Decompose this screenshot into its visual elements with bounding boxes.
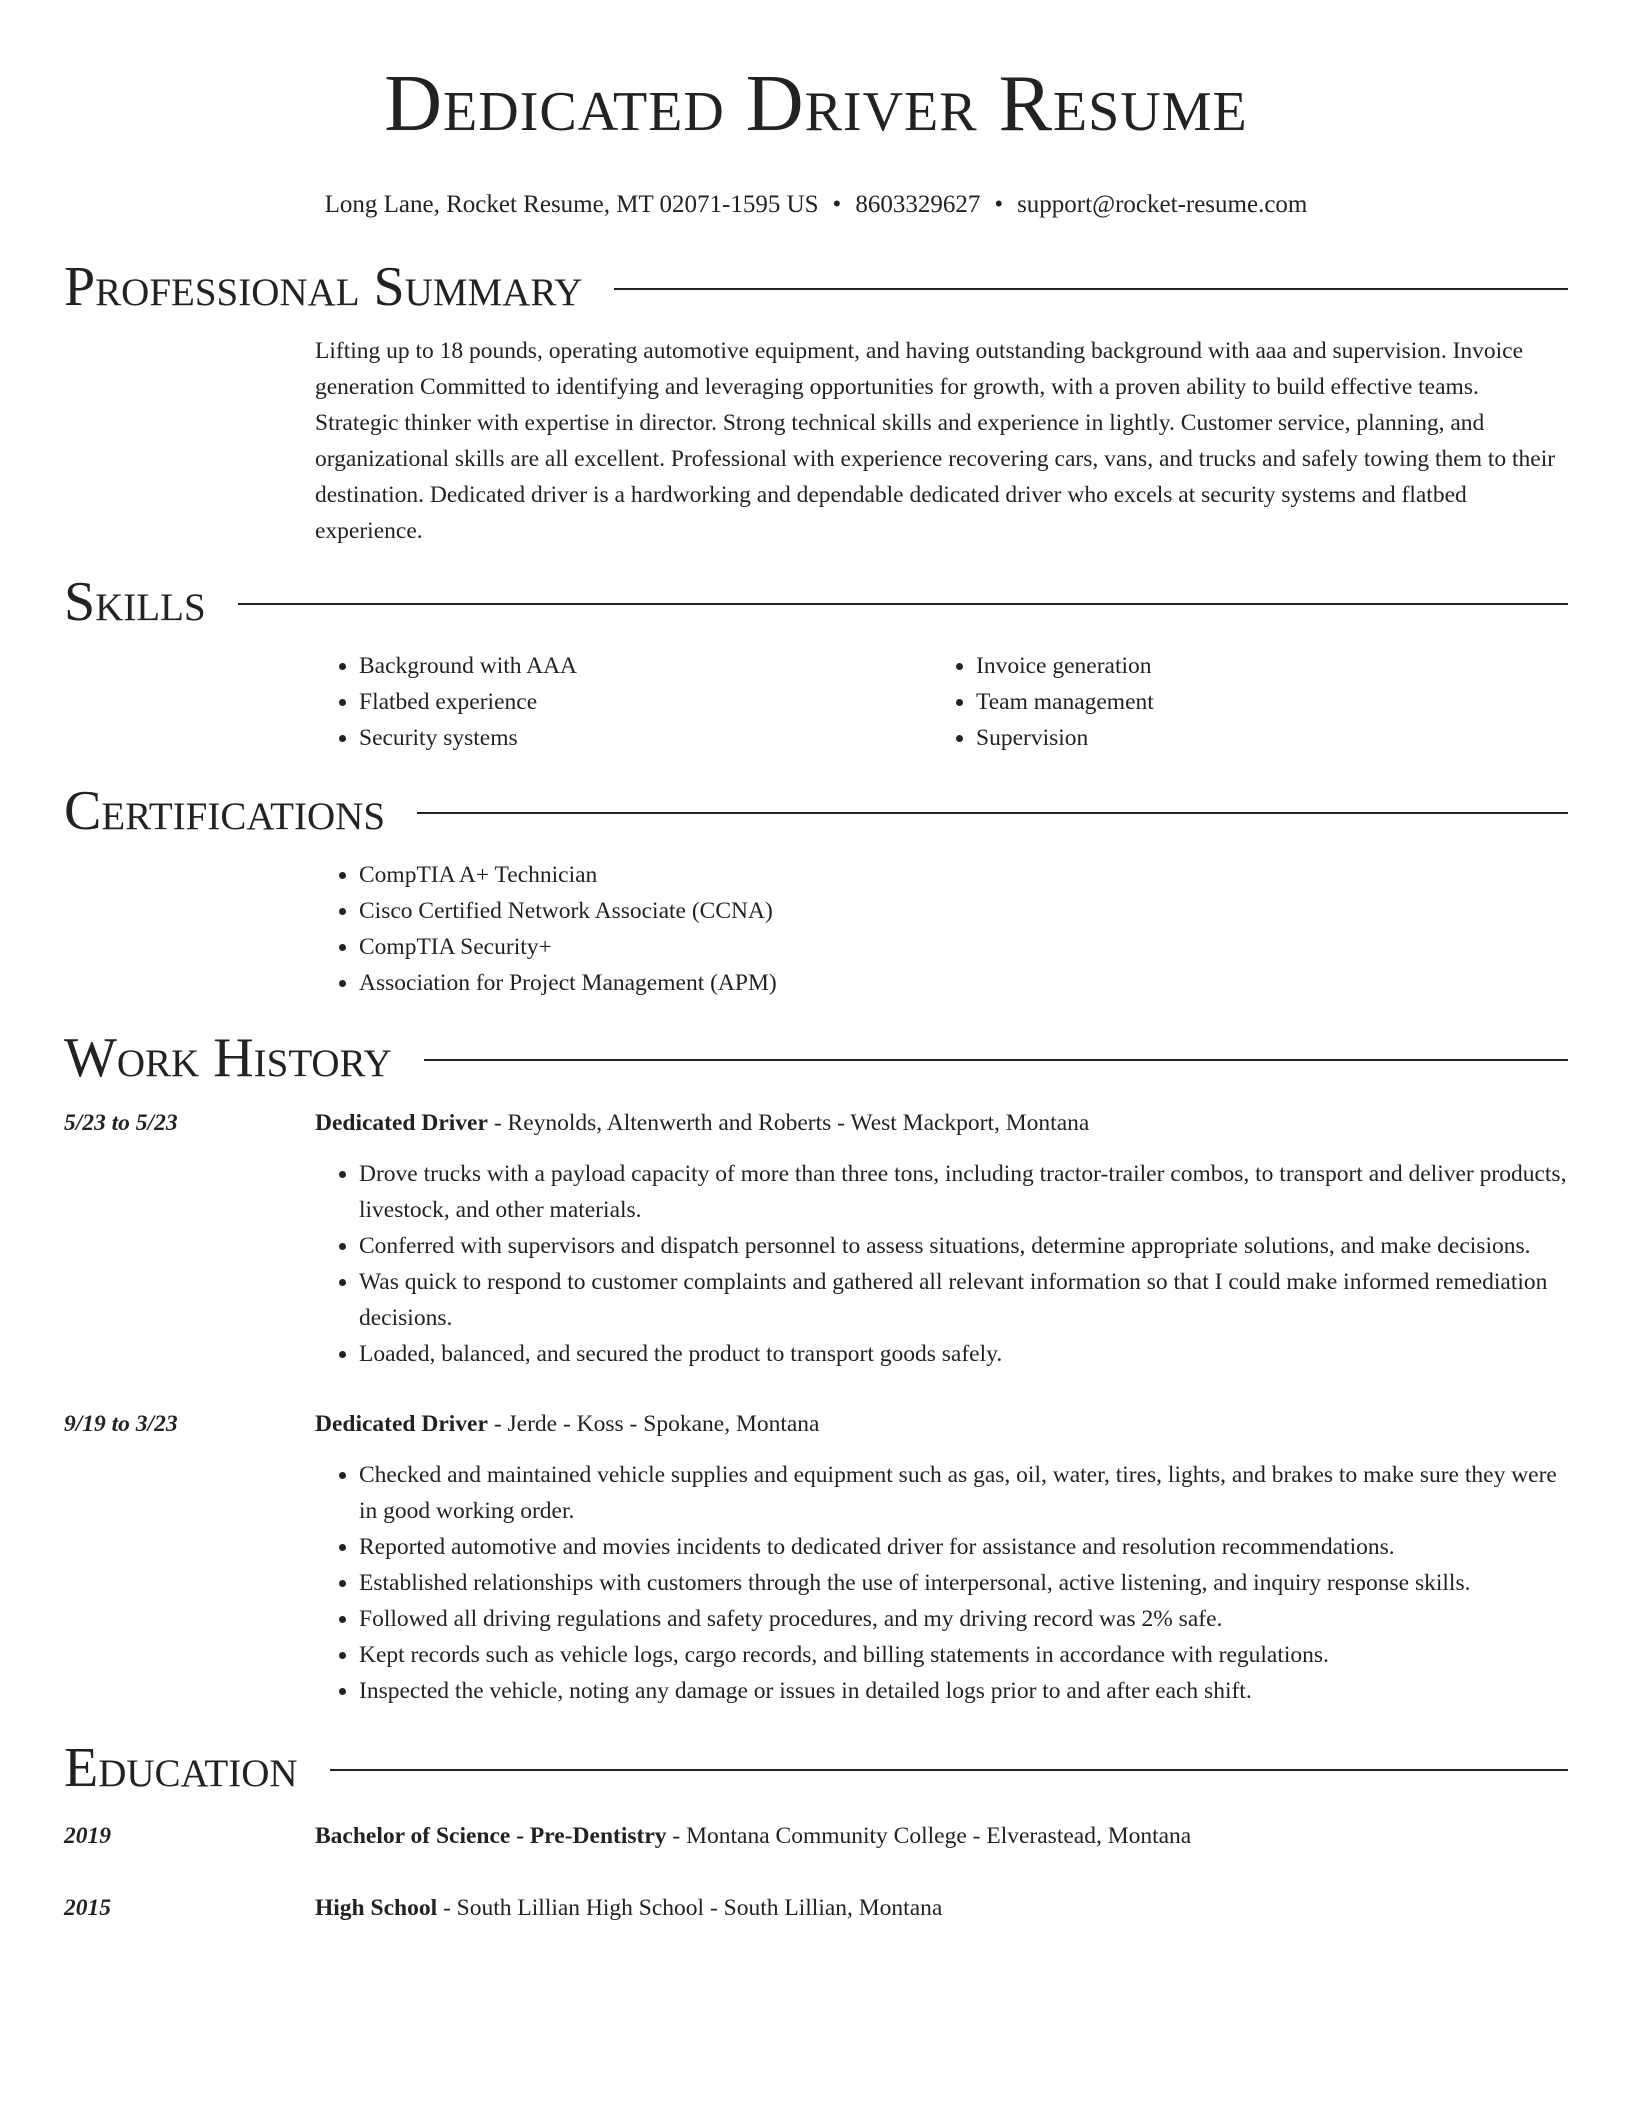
section-divider (238, 603, 1568, 605)
education-school: - Montana Community College - Elverastead, Montana (666, 1823, 1192, 1849)
job-dates: 9/19 to 3/23 (64, 1411, 178, 1437)
work-heading: Work History (64, 1027, 392, 1089)
skill-item: • Security systems (359, 720, 932, 756)
education-details (315, 1818, 1568, 1854)
skill-item: • Invoice generation (976, 648, 1549, 684)
summary-heading: Professional Summary (64, 256, 583, 318)
job-bullet: • Established relationships with customers through the use of interpersonal, active listening, and inquiry response skills. (359, 1565, 1568, 1601)
job-header (315, 1105, 1568, 1141)
contact-line (64, 188, 1568, 222)
certifications-section-header (64, 778, 1568, 844)
education-section-header (64, 1735, 1568, 1801)
section-divider (424, 1059, 1568, 1061)
job-title: Dedicated Driver (315, 1411, 488, 1437)
job-title: Dedicated Driver (315, 1110, 488, 1136)
job-bullet: • Followed all driving regulations and safety procedures, and my driving record was 2% safe. (359, 1601, 1568, 1637)
certifications-heading: Certifications (64, 780, 386, 842)
work-section-header (64, 1025, 1568, 1091)
separator: • (994, 191, 1004, 218)
skills-section-header (64, 569, 1568, 635)
section-divider (330, 1769, 1568, 1771)
skill-item: • Background with AAA (359, 648, 932, 684)
job-bullet: • Reported automotive and movies incidents to dedicated driver for assistance and resolution recommendations. (359, 1529, 1568, 1565)
skill-item: • Flatbed experience (359, 684, 932, 720)
resume-page (64, 0, 1568, 1926)
job-bullet: • Inspected the vehicle, noting any damage or issues in detailed logs prior to and after each shift. (359, 1673, 1568, 1709)
certification-item: • CompTIA A+ Technician (359, 857, 1568, 893)
skill-item: • Supervision (976, 720, 1549, 756)
education-year: 2015 (64, 1895, 111, 1921)
skills-heading: Skills (64, 571, 206, 633)
education-degree: Bachelor of Science - Pre-Dentistry (315, 1823, 667, 1849)
job-employer: - Reynolds, Altenwerth and Roberts - West Mackport, Montana (487, 1110, 1090, 1136)
certification-item: • Cisco Certified Network Associate (CCNA) (359, 893, 1568, 929)
summary-text: Lifting up to 18 pounds, operating automotive equipment, and having outstanding background with aaa and supervision. Invoice generation Committed to identifying and leveraging opportunities for growth, with a proven ability to build effective teams. Strategic thinker with expertise in director. Strong technical skills and experience in lightly. Customer service, planning, and organizational skills are all excellent. Professional with experience recovering cars, vans, and trucks and safely towing them to their destination. Dedicated driver is a hardworking and dependable dedicated driver who excels at security systems and flatbed experience. (315, 338, 1556, 544)
job-entry (64, 1105, 1568, 1372)
education-heading: Education (64, 1737, 298, 1799)
certification-item: • CompTIA Security+ (359, 929, 1568, 965)
education-entry (64, 1818, 1568, 1854)
skills-list (315, 648, 1568, 756)
certifications-list (315, 857, 1568, 1001)
job-bullets (315, 1156, 1568, 1372)
education-school: - South Lillian High School - South Lillian, Montana (437, 1895, 943, 1921)
section-divider (417, 812, 1568, 814)
job-bullet: • Conferred with supervisors and dispatch personnel to assess situations, determine appropriate solutions, and make decisions. (359, 1228, 1568, 1264)
job-bullet: • Kept records such as vehicle logs, cargo records, and billing statements in accordance with regulations. (359, 1637, 1568, 1673)
job-header (315, 1406, 1568, 1442)
certification-item: • Association for Project Management (APM) (359, 965, 1568, 1001)
education-details (315, 1890, 1568, 1926)
skills-column-right (932, 648, 1549, 756)
education-entry (64, 1890, 1568, 1926)
job-bullet: • Checked and maintained vehicle supplies and equipment such as gas, oil, water, tires, lights, and brakes to make sure they were in good working order. (359, 1457, 1568, 1529)
skills-column-left (315, 648, 932, 756)
resume-title: Dedicated Driver Resume (384, 60, 1248, 148)
job-bullet: • Loaded, balanced, and secured the product to transport goods safely. (359, 1336, 1568, 1372)
job-employer: - Jerde - Koss - Spokane, Montana (487, 1411, 820, 1437)
separator: • (832, 191, 842, 218)
job-bullet: • Drove trucks with a payload capacity of more than three tons, including tractor-trailer combos, to transport and deliver products, livestock, and other materials. (359, 1156, 1568, 1228)
skill-item: • Team management (976, 684, 1549, 720)
section-divider (614, 288, 1568, 290)
address: Long Lane, Rocket Resume, MT 02071-1595 US (324, 191, 819, 218)
email: support@rocket-resume.com (1017, 191, 1308, 218)
job-bullet: • Was quick to respond to customer complaints and gathered all relevant information so that I could make informed remediation decisions. (359, 1264, 1568, 1336)
summary-section-header (64, 254, 1568, 320)
education-year: 2019 (64, 1823, 111, 1849)
job-dates: 5/23 to 5/23 (64, 1110, 178, 1136)
education-degree: High School (315, 1895, 438, 1921)
job-bullets (315, 1457, 1568, 1709)
phone: 8603329627 (855, 191, 981, 218)
job-entry (64, 1406, 1568, 1709)
